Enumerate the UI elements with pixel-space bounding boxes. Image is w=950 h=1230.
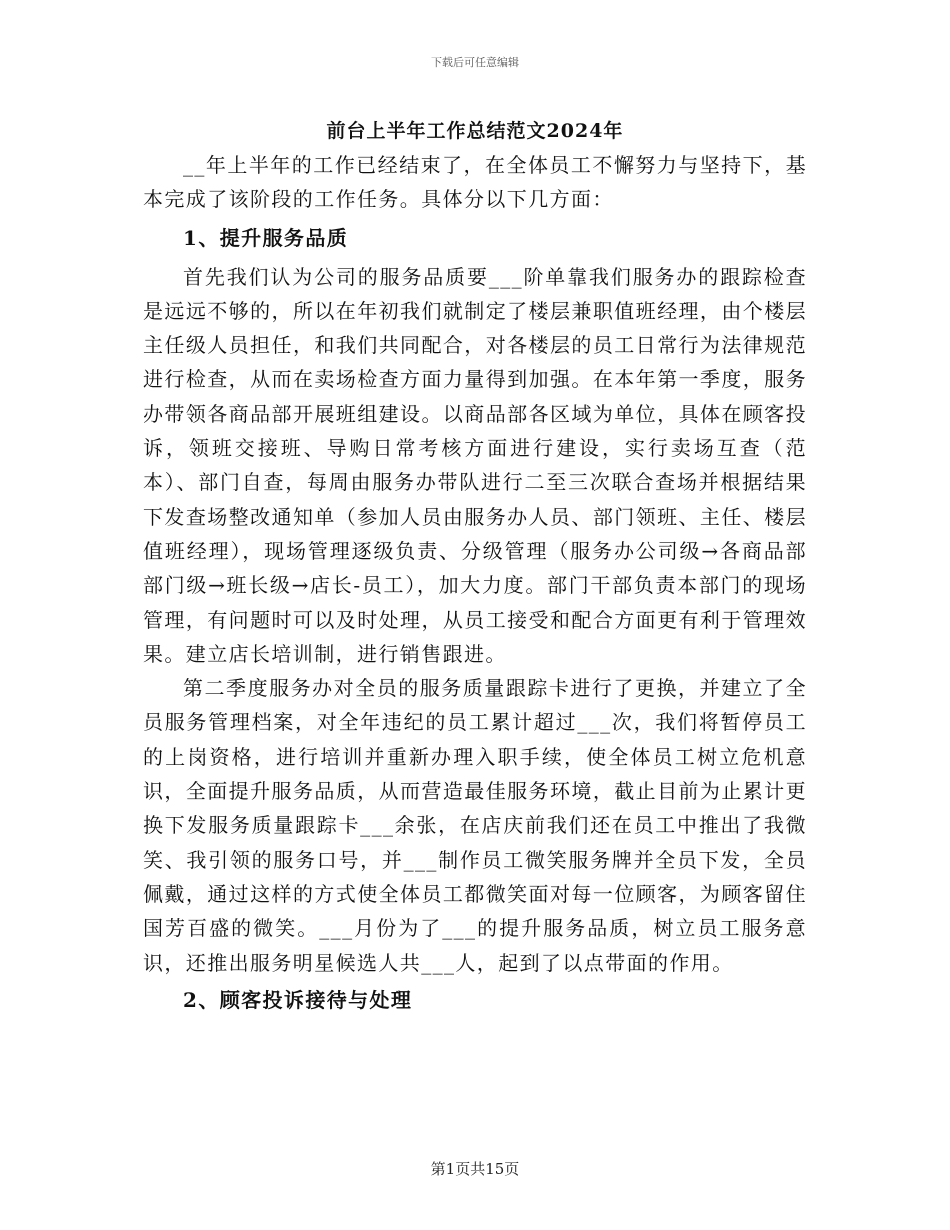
page-number-footer: 第1页共15页: [430, 1160, 520, 1178]
document-body: [143, 148, 807, 1021]
intro-paragraph: __年上半年的工作已经结束了，在全体员工不懈努力与坚持下，基本完成了该阶段的工作任务。具体分以下几方面：: [143, 153, 807, 212]
document-title: 前台上半年工作总结范文2024年: [326, 120, 624, 142]
header-note: 下载后可任意编辑: [431, 56, 519, 69]
section-heading-service-quality: 1、提升服务品质: [183, 225, 349, 250]
body-paragraph: 第二季度服务办对全员的服务质量跟踪卡进行了更换，并建立了全员服务管理档案，对全年违纪的员工累计超过___次，我们将暂停员工的上岗资格，进行培训并重新办理入职手续，使全体员工树立危机意识，全面提升服务品质，从而营造最佳服务环境，截止目前为止累计更换下发服务质量跟踪卡___余张，在店庆前我们还在员工中推出了我微笑、我引领的服务口号，并___制作员工微笑服务牌并全员下发，全员佩戴，通过这样的方式使全体员工都微笑面对每一位顾客，为顾客留住国芳百盛的微笑。___月份为了___的提升服务品质，树立员工服务意识，还推出服务明星候选人共___人，起到了以点带面的作用。: [143, 676, 807, 975]
body-paragraph: 首先我们认为公司的服务品质要___阶单靠我们服务办的跟踪检查是远远不够的，所以在年初我们就制定了楼层兼职值班经理，由个楼层主任级人员担任，和我们共同配合，对各楼层的员工日常行为法律规范进行检查，从而在卖场检查方面力量得到加强。在本年第一季度，服务办带领各商品部开展班组建设。以商品部各区域为单位，具体在顾客投诉，领班交接班、导购日常考核方面进行建设，实行卖场互查（范本）、部门自查，每周由服务办带队进行二至三次联合查场并根据结果下发查场整改通知单（参加人员由服务办人员、部门领班、主任、楼层值班经理），现场管理逐级负责、分级管理（服务办公司级→各商品部部门级→班长级→店长-员工），加大力度。部门干部负责本部门的现场管理，有问题时可以及时处理，从员工接受和配合方面更有利于管理效果。建立店长培训制，进行销售跟进。: [143, 264, 807, 666]
section-heading-complaints: 2、顾客投诉接待与处理: [183, 987, 413, 1012]
